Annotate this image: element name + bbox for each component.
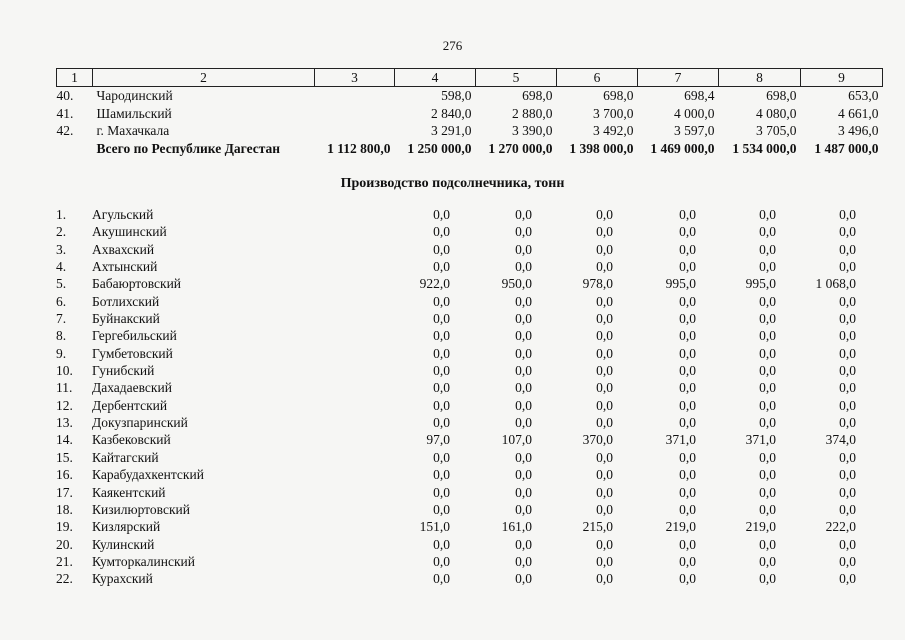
value-cell: 0,0: [433, 449, 450, 465]
value-cell: 0,0: [759, 224, 776, 240]
value-cell: 0,0: [433, 224, 450, 240]
value-cell: 0,0: [596, 311, 613, 327]
value-cell: 0,0: [759, 207, 776, 222]
value-cell: 0,0: [515, 363, 532, 379]
row-index: 6.: [56, 293, 67, 309]
value-cell: 0,0: [839, 224, 856, 240]
value-cell: 698,4: [684, 88, 715, 103]
value-cell: 3 705,0: [756, 123, 797, 138]
value-cell: 161,0: [501, 519, 532, 535]
value-cell: 107,0: [501, 432, 532, 448]
table-row: [56, 223, 886, 240]
table-row: [56, 501, 886, 518]
row-index: 18.: [56, 501, 73, 517]
column-number: 1: [57, 69, 93, 87]
value-cell: 0,0: [596, 553, 613, 569]
value-cell: 374,0: [825, 432, 856, 448]
value-cell: 0,0: [679, 259, 696, 275]
value-cell: 4 000,0: [674, 105, 715, 121]
value-cell: 0,0: [759, 536, 776, 552]
page-number: 276: [442, 38, 463, 53]
total-value: 1 112 800,0: [327, 140, 391, 156]
district-name: Дербентский: [92, 397, 168, 413]
value-cell: 653,0: [848, 88, 879, 103]
value-cell: 0,0: [515, 501, 532, 517]
value-cell: 0,0: [515, 415, 532, 431]
table-row: [56, 553, 886, 570]
value-cell: 0,0: [596, 293, 613, 309]
value-cell: [315, 122, 395, 140]
value-cell: 219,0: [745, 519, 776, 535]
value-cell: 0,0: [839, 467, 856, 483]
value-cell: 0,0: [759, 415, 776, 431]
row-index: 5.: [56, 276, 67, 292]
value-cell: 215,0: [582, 519, 613, 535]
value-cell: 0,0: [433, 501, 450, 517]
row-index: 8.: [56, 328, 67, 344]
district-name: Дахадаевский: [92, 380, 172, 396]
row-index: 15.: [56, 449, 73, 465]
value-cell: 0,0: [433, 553, 450, 569]
value-cell: 0,0: [759, 449, 776, 465]
row-index: 3.: [56, 241, 67, 257]
value-cell: 1 068,0: [815, 276, 856, 292]
column-number: 4: [395, 69, 476, 87]
district-name: Шамильский: [96, 105, 172, 121]
row-index: 14.: [56, 432, 73, 448]
row-index: 9.: [56, 345, 67, 361]
total-value: 1 270 000,0: [488, 140, 553, 156]
row-index: 42.: [56, 123, 74, 138]
value-cell: 2 880,0: [512, 105, 553, 121]
value-cell: 3 496,0: [838, 123, 879, 138]
value-cell: 0,0: [759, 397, 776, 413]
value-cell: 0,0: [679, 484, 696, 500]
value-cell: 0,0: [515, 553, 532, 569]
value-cell: 0,0: [433, 311, 450, 327]
value-cell: 3 291,0: [431, 123, 472, 138]
table-row: [56, 327, 886, 344]
value-cell: 0,0: [679, 467, 696, 483]
table-row: [56, 275, 886, 292]
value-cell: 0,0: [679, 415, 696, 431]
value-cell: 0,0: [433, 415, 450, 431]
table-row: [56, 570, 886, 587]
row-index: 20.: [56, 536, 73, 552]
value-cell: 0,0: [596, 241, 613, 257]
value-cell: 0,0: [596, 397, 613, 413]
district-name: Карабудахкентский: [92, 467, 204, 483]
value-cell: 0,0: [596, 207, 613, 222]
table-row: [56, 466, 886, 483]
column-number: 6: [557, 69, 638, 87]
value-cell: 0,0: [596, 224, 613, 240]
row-index: 13.: [56, 415, 73, 431]
value-cell: 0,0: [839, 397, 856, 413]
value-cell: 0,0: [679, 224, 696, 240]
value-cell: 222,0: [825, 519, 856, 535]
value-cell: 0,0: [515, 241, 532, 257]
value-cell: 0,0: [679, 345, 696, 361]
column-number: 9: [801, 69, 883, 87]
value-cell: 0,0: [839, 345, 856, 361]
table-row: [57, 122, 883, 140]
row-index: 21.: [56, 553, 73, 569]
value-cell: 0,0: [759, 345, 776, 361]
value-cell: 0,0: [433, 397, 450, 413]
continuation-table: [56, 68, 883, 157]
value-cell: 598,0: [441, 88, 472, 103]
row-index: 4.: [56, 259, 67, 275]
table-row: [56, 293, 886, 310]
value-cell: 0,0: [839, 363, 856, 379]
value-cell: 0,0: [515, 293, 532, 309]
district-name: Бабаюртовский: [92, 276, 182, 292]
value-cell: 0,0: [839, 328, 856, 344]
value-cell: 0,0: [515, 259, 532, 275]
value-cell: 0,0: [839, 571, 856, 587]
table-row: [56, 206, 886, 223]
value-cell: 0,0: [679, 449, 696, 465]
value-cell: 0,0: [839, 415, 856, 431]
district-name: Гергебильский: [92, 328, 177, 344]
column-number: 2: [93, 69, 315, 87]
value-cell: 0,0: [433, 345, 450, 361]
value-cell: 995,0: [665, 276, 696, 292]
row-index: 12.: [56, 397, 73, 413]
table-row: [56, 518, 886, 535]
value-cell: 0,0: [515, 467, 532, 483]
value-cell: 0,0: [515, 311, 532, 327]
total-value: 1 469 000,0: [650, 140, 715, 156]
table-row: [56, 431, 886, 448]
table-row: [56, 258, 886, 275]
table-row: [56, 345, 886, 362]
district-name: Гумбетовский: [92, 345, 173, 361]
value-cell: 0,0: [433, 571, 450, 587]
row-index: 41.: [56, 105, 74, 121]
value-cell: 0,0: [759, 553, 776, 569]
value-cell: 0,0: [759, 484, 776, 500]
value-cell: 4 661,0: [838, 105, 879, 121]
value-cell: 0,0: [596, 571, 613, 587]
district-name: Казбековский: [92, 432, 171, 448]
value-cell: 151,0: [419, 519, 450, 535]
column-number: 8: [719, 69, 801, 87]
value-cell: 0,0: [596, 501, 613, 517]
value-cell: 0,0: [515, 536, 532, 552]
table-row: [56, 397, 886, 414]
value-cell: 0,0: [433, 363, 450, 379]
district-name: Каякентский: [92, 484, 166, 500]
value-cell: 0,0: [515, 449, 532, 465]
table-row: [57, 87, 883, 105]
value-cell: 0,0: [839, 553, 856, 569]
value-cell: 0,0: [596, 484, 613, 500]
value-cell: 0,0: [839, 207, 856, 222]
district-name: Ботлихский: [92, 293, 160, 309]
value-cell: 0,0: [515, 224, 532, 240]
value-cell: 0,0: [433, 293, 450, 309]
total-value: 1 250 000,0: [407, 140, 472, 156]
value-cell: 0,0: [839, 501, 856, 517]
table-row: [56, 379, 886, 396]
district-name: Докузпаринский: [92, 415, 188, 431]
value-cell: 0,0: [839, 241, 856, 257]
value-cell: 978,0: [582, 276, 613, 292]
value-cell: 0,0: [679, 293, 696, 309]
value-cell: 0,0: [759, 380, 776, 396]
value-cell: 0,0: [839, 449, 856, 465]
total-row: [57, 140, 883, 158]
value-cell: 4 080,0: [756, 105, 797, 121]
district-name: Кизлярский: [92, 519, 161, 535]
value-cell: 371,0: [745, 432, 776, 448]
value-cell: 0,0: [596, 259, 613, 275]
district-name: Кумторкалинский: [92, 553, 195, 569]
value-cell: [315, 87, 395, 105]
value-cell: 0,0: [515, 207, 532, 222]
value-cell: 0,0: [515, 328, 532, 344]
district-name: Ахвахский: [92, 241, 155, 257]
district-name: Ахтынский: [92, 259, 158, 275]
value-cell: 0,0: [515, 380, 532, 396]
value-cell: 0,0: [679, 241, 696, 257]
value-cell: 0,0: [433, 484, 450, 500]
row-index: 11.: [56, 380, 73, 396]
value-cell: 0,0: [515, 484, 532, 500]
row-index: 10.: [56, 363, 73, 379]
value-cell: 0,0: [596, 449, 613, 465]
value-cell: 0,0: [515, 397, 532, 413]
total-label: Всего по Республике Дагестан: [96, 140, 281, 156]
value-cell: 0,0: [596, 536, 613, 552]
column-number: 3: [315, 69, 395, 87]
district-name: Кулинский: [92, 536, 155, 552]
value-cell: 922,0: [419, 276, 450, 292]
row-index: 19.: [56, 519, 73, 535]
value-cell: 0,0: [433, 467, 450, 483]
value-cell: 0,0: [759, 467, 776, 483]
value-cell: 3 492,0: [593, 123, 634, 138]
value-cell: [315, 105, 395, 123]
value-cell: 0,0: [679, 501, 696, 517]
district-name: Курахский: [92, 571, 153, 587]
row-index: 1.: [56, 207, 67, 222]
value-cell: 0,0: [433, 241, 450, 257]
total-value: 1 534 000,0: [732, 140, 797, 156]
row-index: 7.: [56, 311, 67, 327]
district-name: Чародинский: [96, 88, 173, 103]
table-row: [57, 105, 883, 123]
value-cell: 0,0: [433, 536, 450, 552]
table-row: [56, 414, 886, 431]
value-cell: 0,0: [596, 345, 613, 361]
value-cell: 0,0: [839, 293, 856, 309]
value-cell: 0,0: [679, 311, 696, 327]
value-cell: 0,0: [515, 345, 532, 361]
value-cell: 0,0: [839, 311, 856, 327]
value-cell: 0,0: [759, 259, 776, 275]
value-cell: 0,0: [839, 484, 856, 500]
table-row: [56, 536, 886, 553]
value-cell: 0,0: [679, 553, 696, 569]
value-cell: 0,0: [759, 311, 776, 327]
value-cell: 3 390,0: [512, 123, 553, 138]
value-cell: 0,0: [759, 501, 776, 517]
value-cell: 0,0: [433, 259, 450, 275]
value-cell: 0,0: [596, 363, 613, 379]
value-cell: 0,0: [596, 467, 613, 483]
table-row: [56, 362, 886, 379]
table-row: [56, 310, 886, 327]
total-value: 1 398 000,0: [569, 140, 634, 156]
row-index: 17.: [56, 484, 73, 500]
value-cell: 97,0: [426, 432, 450, 448]
value-cell: 0,0: [679, 380, 696, 396]
value-cell: 0,0: [839, 259, 856, 275]
value-cell: 0,0: [433, 380, 450, 396]
district-name: Кизилюртовский: [92, 501, 190, 517]
value-cell: 0,0: [759, 293, 776, 309]
total-value: 1 487 000,0: [814, 140, 879, 156]
row-index: 16.: [56, 467, 73, 483]
value-cell: 0,0: [679, 328, 696, 344]
value-cell: 3 597,0: [674, 123, 715, 138]
district-name: Гунибский: [92, 363, 155, 379]
value-cell: 0,0: [679, 571, 696, 587]
value-cell: 0,0: [596, 380, 613, 396]
value-cell: 0,0: [679, 536, 696, 552]
district-name: Буйнакский: [92, 311, 160, 327]
value-cell: 0,0: [596, 328, 613, 344]
value-cell: 0,0: [596, 415, 613, 431]
value-cell: 0,0: [759, 328, 776, 344]
column-number: 7: [638, 69, 719, 87]
value-cell: 0,0: [515, 571, 532, 587]
sunflower-table: [56, 206, 886, 588]
value-cell: 0,0: [759, 241, 776, 257]
district-name: Акушинский: [92, 224, 167, 240]
table-row: [56, 241, 886, 258]
row-index: 22.: [56, 571, 73, 587]
value-cell: 0,0: [679, 207, 696, 222]
value-cell: 371,0: [665, 432, 696, 448]
value-cell: 2 840,0: [431, 105, 472, 121]
value-cell: 3 700,0: [593, 105, 634, 121]
value-cell: 0,0: [839, 536, 856, 552]
value-cell: 0,0: [433, 207, 450, 222]
district-name: г. Махачкала: [96, 123, 170, 138]
value-cell: 0,0: [679, 397, 696, 413]
row-index: 2.: [56, 224, 67, 240]
value-cell: 219,0: [665, 519, 696, 535]
value-cell: 950,0: [501, 276, 532, 292]
value-cell: 698,0: [603, 88, 634, 103]
column-number: 5: [476, 69, 557, 87]
value-cell: 0,0: [679, 363, 696, 379]
district-name: Агульский: [92, 207, 154, 222]
value-cell: 370,0: [582, 432, 613, 448]
value-cell: 0,0: [433, 328, 450, 344]
table-row: [56, 449, 886, 466]
value-cell: 0,0: [759, 571, 776, 587]
table-column-numbers: [57, 69, 883, 87]
value-cell: 995,0: [745, 276, 776, 292]
table-row: [56, 484, 886, 501]
district-name: Кайтагский: [92, 449, 159, 465]
section-title: Производство подсолнечника, тонн: [340, 176, 565, 191]
value-cell: 0,0: [759, 363, 776, 379]
row-index: 40.: [56, 88, 74, 103]
value-cell: 698,0: [522, 88, 553, 103]
value-cell: 0,0: [839, 380, 856, 396]
value-cell: 698,0: [766, 88, 797, 103]
